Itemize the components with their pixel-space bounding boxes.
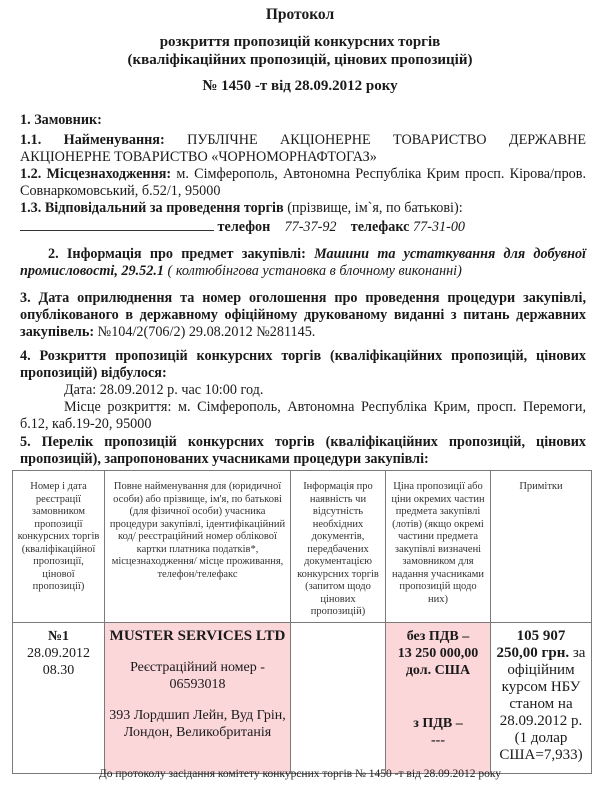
offers-table — [12, 470, 592, 774]
section2-procurement-subject — [20, 246, 586, 280]
section2-value: Машини та устаткування для добувної промисловості, 29.52.1 — [20, 246, 586, 279]
section3-value: №104/2(706/2) 29.08.2012 №281145. — [97, 324, 316, 340]
table-row — [13, 622, 592, 773]
document-subtitle-line2: (кваліфікаційних пропозицій, цінових пропозицій) — [127, 52, 473, 68]
column-header-notes: Примітки — [491, 471, 592, 623]
price-no-vat-value: 13 250 000,00 дол. США — [397, 645, 479, 678]
column-header-documents: Інформація про наявність чи відсутність необхідних документів, передбачених документацією конкурсних торгів (запитом щодо цінових пропозицій) — [291, 471, 386, 623]
section2-note: ( колтюбінгова установка в блочному виконанні) — [167, 263, 462, 279]
customer-name — [20, 132, 586, 166]
section5-label: 5. Перелік пропозицій конкурсних торгів (кваліфікаційних пропозицій, цінових пропозицій), запропонованих учасниками процедури закупівлі: — [20, 434, 586, 467]
price-vat-value: --- — [431, 732, 445, 748]
price-no-vat-label: без ПДВ – — [406, 628, 470, 644]
offer-date: 28.09.2012 — [27, 645, 90, 661]
offer-number: №1 — [47, 628, 70, 644]
opening-date: Дата: 28.09.2012 р. час 10:00 год. — [64, 382, 264, 398]
fax-value: 77-31-00 — [413, 219, 466, 235]
responsible-label: 1.3. Відповідальний за проведення торгів — [20, 200, 284, 216]
cell-notes — [491, 622, 592, 773]
note-amount: 105 907 250,00 грн. — [496, 627, 570, 661]
phone-label: телефон — [217, 219, 271, 235]
customer-name-label: 1.1. Найменування: — [20, 132, 165, 148]
document-title: Протокол — [265, 6, 335, 23]
table-header-row — [13, 471, 592, 623]
document-footer: До протоколу засідання комітету конкурсних торгів № 1450 -т від 28.09.2012 року — [98, 768, 502, 780]
opening-place: Місце розкриття: м. Сімферополь, Автономна Республіка Крим, просп. Перемоги, б.12, каб.19-20, 95000 — [20, 399, 586, 432]
section1-heading: 1. Замовник: — [20, 112, 102, 128]
customer-location — [20, 166, 586, 200]
cell-participant — [105, 622, 291, 773]
column-header-participant: Повне найменування для (юридичної особи) або прізвище, ім'я, по батькові (для фізичної особи) учасника процедури закупівлі, ідентифікаційний код/ реєстраційний номер облікової картки платника податків*, місцезнаходження/ місце проживання, телефон/телефакс — [105, 471, 291, 623]
section3-label: 3. Дата оприлюднення та номер оголошення про проведення процедури закупівлі, опублікованого в державному офіційному друкованому виданні з питань державних закупівель: — [20, 290, 586, 340]
document-number: № 1450 -т від 28.09.2012 року — [202, 78, 398, 94]
offer-time: 08.30 — [42, 662, 75, 678]
customer-location-label: 1.2. Місцезнаходження: — [20, 166, 172, 182]
fax-label: телефакс — [350, 219, 410, 235]
customer-name-value: ПУБЛІЧНЕ АКЦІОНЕРНЕ ТОВАРИСТВО ДЕРЖАВНЕ АКЦІОНЕРНЕ ТОВАРИСТВО «ЧОРНОМОРНАФТОГАЗ» — [20, 132, 586, 165]
responsible-hint: (прізвище, ім`я, по батькові): — [287, 200, 463, 216]
cell-price — [386, 622, 491, 773]
column-header-registration: Номер і дата реєстрації замовником пропозиції конкурсних торгів (кваліфікаційної пропозиції, цінової пропозиції) — [13, 471, 105, 623]
cell-registration — [13, 622, 105, 773]
participant-address: 393 Лордшип Лейн, Вуд Грін, Лондон, Великобританія — [109, 707, 286, 740]
cell-documents — [291, 622, 386, 773]
participant-name: MUSTER SERVICES LTD — [109, 627, 286, 644]
section4-opening — [20, 348, 586, 433]
phone-value: 77-37-92 — [284, 219, 337, 235]
price-vat-label: з ПДВ – — [413, 715, 463, 731]
participant-reg-number: Реєстраційний номер - 06593018 — [130, 659, 265, 692]
column-header-price: Ціна пропозиції або ціни окремих частин предмета закупівлі (лотів) (якщо окремі частини предмета закупівлі визначені замовником для надання учасниками пропозицій щодо них) — [386, 471, 491, 623]
section3-announcement — [20, 290, 586, 341]
section4-label: 4. Розкриття пропозицій конкурсних торгів (кваліфікаційних пропозицій, цінових пропозицій) відбулося: — [20, 348, 586, 381]
responsible-person — [20, 200, 586, 236]
responsible-blank-line — [20, 217, 214, 231]
document-subtitle-line1: розкриття пропозицій конкурсних торгів — [159, 34, 441, 50]
note-text: за офіційним курсом НБУ станом на 28.09.2012 р. (1 долар США=7,933) — [499, 644, 586, 763]
section2-label: 2. Інформація про предмет закупівлі: — [48, 246, 306, 262]
customer-location-value: м. Сімферополь, Автономна Республіка Крим просп. Кірова/пров. Совнаркомовський, б.52/1, 95000 — [20, 166, 587, 199]
